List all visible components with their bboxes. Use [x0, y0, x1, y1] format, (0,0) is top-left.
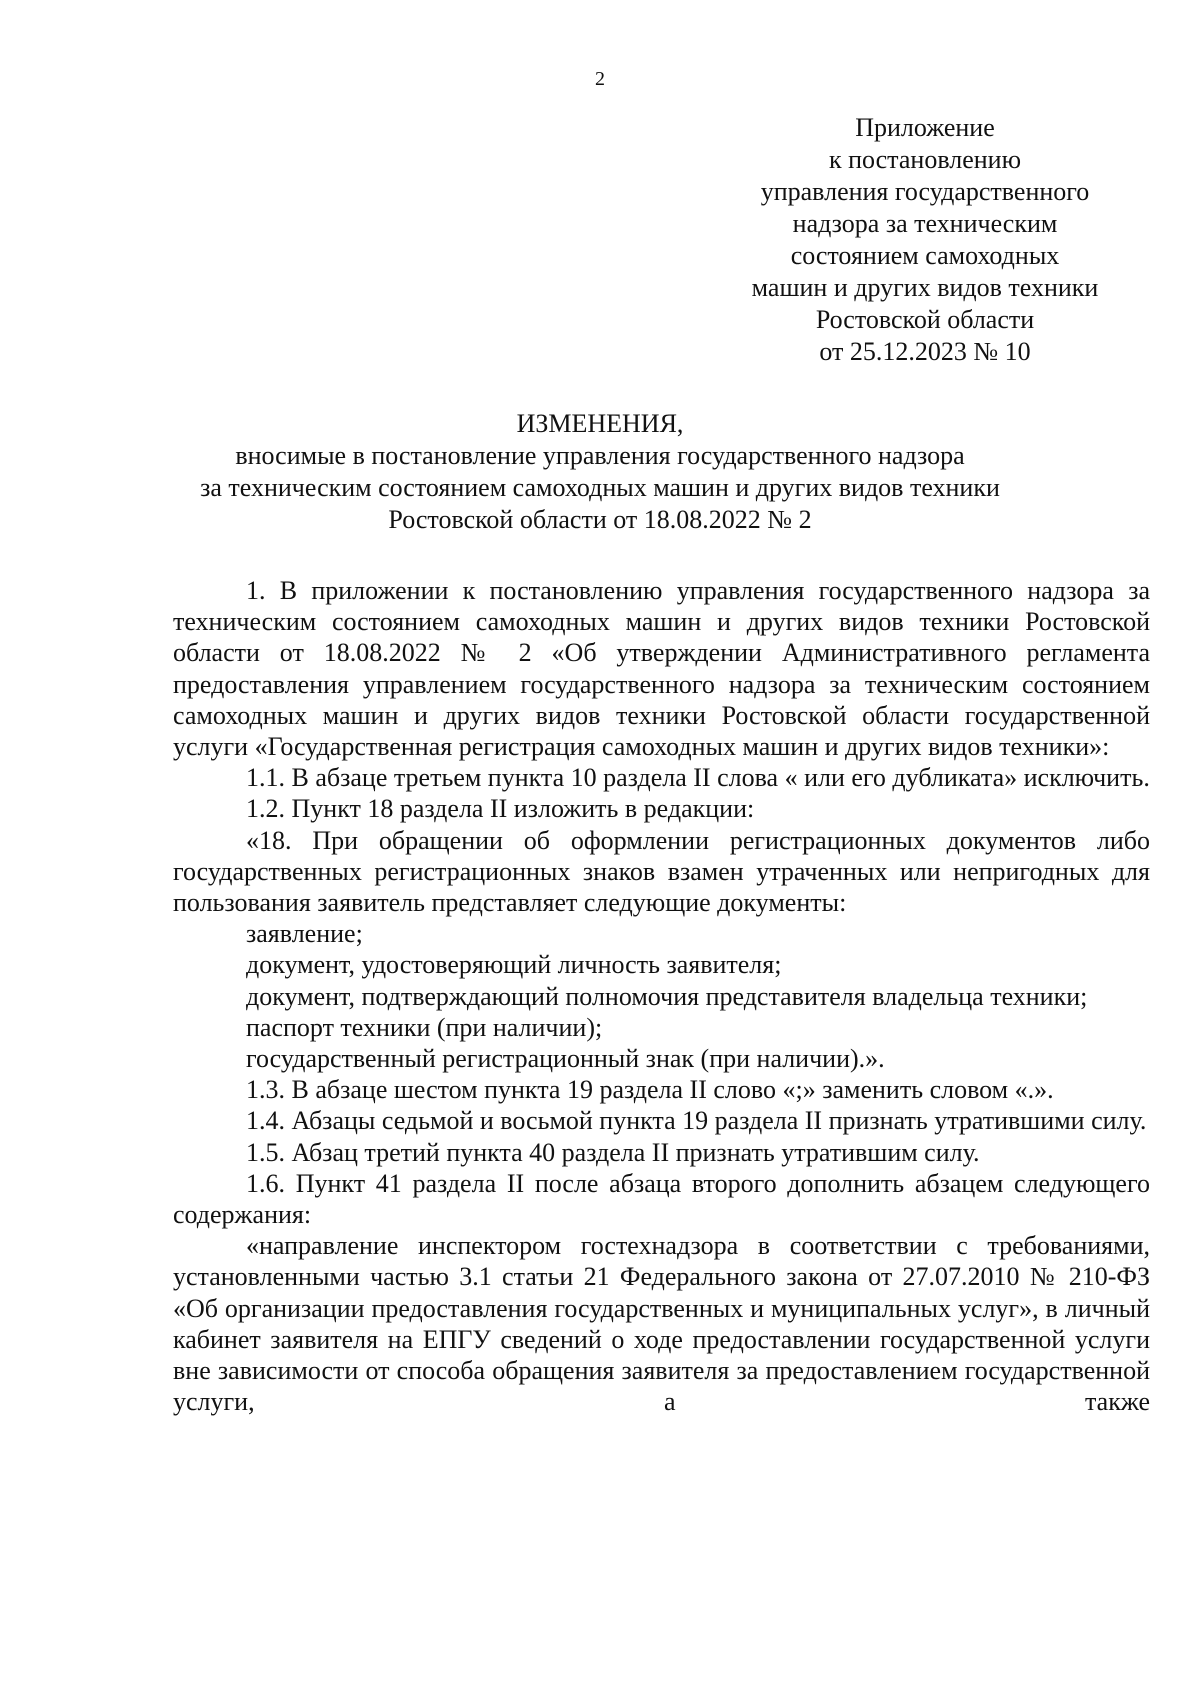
paragraph: 1. В приложении к постановлению управления государственного надзора за техническим состоянием самоходных машин и других видов техники Ростовской области от 18.08.2022 № 2 «Об утверждении Административного регламента предоставления управлением государственного надзора за техническим состоянием самоходных машин и других видов техники Ростовской области государственной услуги «Государственная регистрация самоходных машин и других видов техники»:: [173, 576, 1150, 762]
paragraph: документ, удостоверяющий личность заявителя;: [246, 950, 782, 980]
annex-line: состоянием самоходных: [790, 241, 1060, 270]
annex-line: от 25.12.2023 № 10: [819, 337, 1031, 366]
paragraph: «направление инспектором гостехнадзора в соответствии с требованиями, установленными частью 3.1 статьи 21 Федерального закона от 27.07.2010 № 210-ФЗ «Об организации предоставления государственных и муниципальных услуг», в личный кабинет заявителя на ЕПГУ сведений о ходе предоставлении государственной услуги вне зависимости от способа обращения заявителя за предоставлением государственной услуги, а также: [173, 1231, 1150, 1417]
annex-header: [700, 112, 1150, 368]
annex-line: надзора за техническим: [792, 209, 1058, 238]
paragraph: паспорт техники (при наличии);: [246, 1012, 603, 1042]
paragraph: 1.2. Пункт 18 раздела II изложить в редакции:: [246, 794, 755, 824]
page-number: 2: [595, 68, 605, 90]
subtitle-line: Ростовской области от 18.08.2022 № 2: [388, 505, 812, 534]
annex-line: к постановлению: [828, 145, 1022, 174]
paragraph: 1.1. В абзаце третьем пункта 10 раздела II слова « или его дубликата» исключить.: [246, 763, 1150, 793]
paragraph: 1.3. В абзаце шестом пункта 19 раздела II слово «;» заменить словом «.».: [246, 1075, 1054, 1105]
paragraph: государственный регистрационный знак (при наличии).».: [246, 1044, 885, 1074]
annex-line: Приложение: [855, 113, 995, 142]
paragraph: документ, подтверждающий полномочия представителя владельца техники;: [246, 981, 1088, 1011]
document-title: ИЗМЕНЕНИЯ,: [516, 409, 684, 438]
subtitle-line: вносимые в постановление управления государственного надзора: [235, 441, 965, 470]
subtitle-line: за техническим состоянием самоходных машин и других видов техники: [200, 473, 1000, 502]
annex-line: Ростовской области: [815, 305, 1035, 334]
paragraph: 1.5. Абзац третий пункта 40 раздела II признать утратившим силу.: [246, 1137, 980, 1167]
annex-line: машин и других видов техники: [751, 273, 1099, 302]
annex-line: управления государственного: [760, 177, 1090, 206]
document-subtitle: [150, 440, 1050, 536]
paragraph: «18. При обращении об оформлении регистрационных документов либо государственных регистрационных знаков взамен утраченных или непригодных для пользования заявитель представляет следующие документы:: [173, 825, 1150, 918]
paragraph: 1.6. Пункт 41 раздела II после абзаца второго дополнить абзацем следующего содержания:: [173, 1168, 1150, 1230]
paragraph: 1.4. Абзацы седьмой и восьмой пункта 19 раздела II признать утратившими силу.: [246, 1106, 1147, 1136]
document-body: [173, 575, 1150, 1417]
paragraph: заявление;: [246, 919, 363, 949]
